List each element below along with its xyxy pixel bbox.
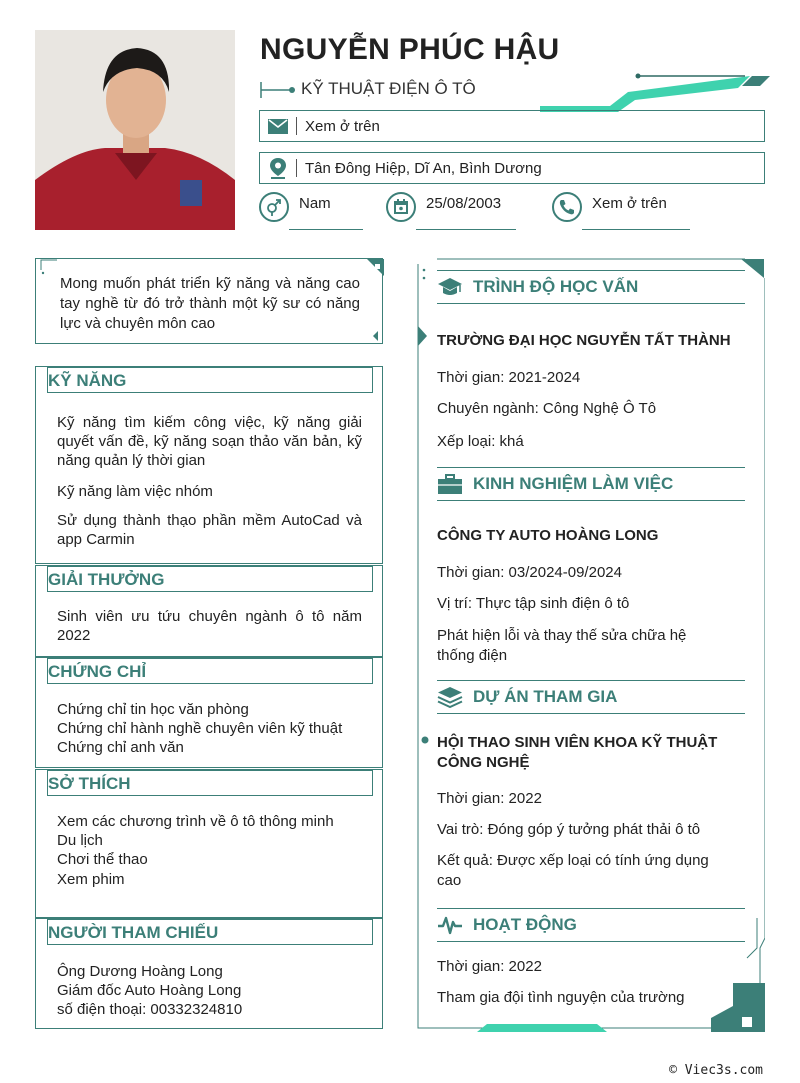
- phone-icon: [552, 192, 582, 222]
- project-name: HỘI THAO SINH VIÊN KHOA KỸ THUẬT CÔNG NGHỆ: [437, 734, 718, 771]
- reference-item: Ông Dương Hoàng Long: [57, 963, 223, 980]
- project-result: Kết quả: Được xếp loại có tính ứng dụng cao: [437, 852, 709, 889]
- project-time: Thời gian: 2022: [437, 790, 542, 807]
- experience-description: Phát hiện lỗi và thay thế sửa chữa hệ thống điện: [437, 627, 687, 664]
- phone-value: Xem ở trên: [592, 195, 667, 212]
- envelope-icon: [260, 119, 296, 134]
- experience-position: Vị trí: Thực tập sinh điện ô tô: [437, 595, 630, 612]
- footer-credit: © Viec3s.com: [669, 1063, 763, 1078]
- email-field: [259, 110, 765, 142]
- email-value: Xem ở trên: [305, 117, 380, 135]
- address-field: [259, 152, 765, 184]
- education-major: Chuyên ngành: Công Nghệ Ô Tô: [437, 400, 657, 417]
- skill-item: Kỹ năng tìm kiếm công việc, kỹ năng giải quyết vấn đề, kỹ năng soạn thảo văn bản, kỹ năng quản lý thời gian: [57, 414, 362, 469]
- career-objective: [35, 258, 383, 344]
- birthday-underline: [416, 229, 516, 230]
- gender-value: Nam: [299, 195, 331, 212]
- address-value: Tân Đông Hiệp, Dĩ An, Bình Dương: [305, 159, 542, 177]
- gender-underline: [289, 229, 363, 230]
- skills-heading: KỸ NĂNG: [47, 367, 373, 393]
- circuit-decoration: [540, 70, 770, 112]
- skills-section: [35, 366, 383, 564]
- references-section: [35, 918, 383, 1029]
- activities-heading: HOẠT ĐỘNG: [437, 908, 745, 942]
- phone-underline: [582, 229, 690, 230]
- calendar-icon: [386, 192, 416, 222]
- location-pin-icon: [260, 157, 296, 179]
- phone-field: [552, 192, 667, 222]
- education-grade: Xếp loại: khá: [437, 433, 524, 450]
- candidate-name: NGUYỄN PHÚC HẬU: [260, 33, 560, 66]
- hobby-item: Xem phim: [57, 871, 125, 888]
- hobby-item: Du lịch: [57, 832, 103, 849]
- awards-section: [35, 565, 383, 657]
- reference-item: Giám đốc Auto Hoàng Long: [57, 982, 242, 999]
- profile-photo: [35, 30, 235, 230]
- job-title: KỸ THUẬT ĐIỆN Ô TÔ: [301, 79, 476, 98]
- birthday-value: 25/08/2003: [426, 195, 502, 212]
- awards-heading: GIẢI THƯỞNG: [47, 566, 373, 592]
- graduation-cap-icon: [437, 276, 473, 298]
- award-item: Sinh viên ưu tứu chuyên ngành ô tô năm 2022: [57, 608, 362, 644]
- experience-heading: KINH NGHIỆM LÀM VIỆC: [437, 467, 745, 501]
- hobby-item: Chơi thể thao: [57, 851, 148, 868]
- references-heading: NGƯỜI THAM CHIẾU: [47, 919, 373, 945]
- birthday-field: [386, 192, 501, 222]
- activity-time: Thời gian: 2022: [437, 958, 542, 975]
- pulse-icon: [437, 914, 473, 936]
- objective-text: Mong muốn phát triển kỹ năng và năng cao tay nghề từ đó trở thành một kỹ sư có năng lực và chuyên môn cao: [60, 275, 360, 332]
- skill-item: Kỹ năng làm việc nhóm: [57, 483, 213, 500]
- title-line-decoration: [260, 80, 300, 100]
- school-name: TRƯỜNG ĐẠI HỌC NGUYỄN TẤT THÀNH: [437, 332, 731, 349]
- projects-heading: DỰ ÁN THAM GIA: [437, 680, 745, 714]
- education-heading: TRÌNH ĐỘ HỌC VẤN: [437, 270, 745, 304]
- gender-field: [259, 192, 331, 222]
- layers-icon: [437, 686, 473, 708]
- certificate-item: Chứng chỉ anh văn: [57, 739, 184, 756]
- hobby-item: Xem các chương trình về ô tô thông minh: [57, 813, 334, 830]
- activity-description: Tham gia đội tình nguyện của trường: [437, 989, 685, 1006]
- hobbies-section: [35, 769, 383, 918]
- experience-time: Thời gian: 03/2024-09/2024: [437, 564, 622, 581]
- hobbies-heading: SỞ THÍCH: [47, 770, 373, 796]
- certificates-heading: CHỨNG CHỈ: [47, 658, 373, 684]
- skill-item: Sử dụng thành thạo phần mềm AutoCad và app Carmin: [57, 512, 362, 548]
- company-name: CÔNG TY AUTO HOÀNG LONG: [437, 527, 659, 544]
- certificate-item: Chứng chỉ tin học văn phòng: [57, 701, 249, 718]
- certificate-item: Chứng chỉ hành nghề chuyên viên kỹ thuật: [57, 720, 343, 737]
- reference-item: số điện thoại: 00332324810: [57, 1001, 243, 1018]
- briefcase-icon: [437, 473, 473, 495]
- gender-icon: [259, 192, 289, 222]
- project-role: Vai trò: Đóng góp ý tưởng phát thải ô tô: [437, 821, 701, 838]
- certificates-section: [35, 657, 383, 768]
- education-time: Thời gian: 2021-2024: [437, 369, 581, 386]
